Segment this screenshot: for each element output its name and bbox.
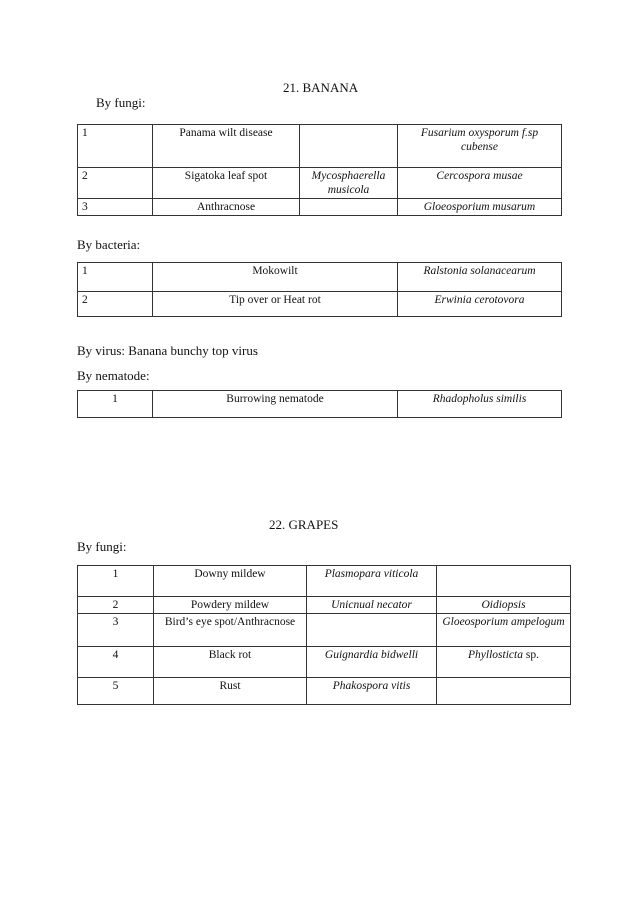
- cell-anamorph: Fusarium oxysporum f.sp cubense: [398, 125, 562, 168]
- cell-no: 3: [78, 199, 153, 216]
- cell-teleomorph: Phakospora vitis: [307, 678, 437, 705]
- cell-no: 2: [78, 597, 154, 614]
- cell-no: 2: [78, 168, 153, 199]
- cell-anamorph: Gloeosporium musarum: [398, 199, 562, 216]
- cell-disease: Powdery mildew: [154, 597, 307, 614]
- banana-virus-label: By virus: Banana bunchy top virus: [77, 343, 258, 358]
- cell-disease: Tip over or Heat rot: [153, 292, 398, 317]
- cell-disease: Downy mildew: [154, 566, 307, 597]
- table-row: [78, 647, 571, 678]
- banana-nematode-table: [77, 390, 562, 418]
- table-row: [78, 168, 562, 199]
- cell-no: 1: [78, 391, 153, 418]
- cell-teleomorph: Unicnual necator: [307, 597, 437, 614]
- cell-anamorph: Oidiopsis: [437, 597, 571, 614]
- cell-disease: Black rot: [154, 647, 307, 678]
- banana-bacteria-label: By bacteria:: [77, 237, 141, 252]
- table-row: [78, 566, 571, 597]
- banana-title: 21. BANANA: [283, 80, 359, 95]
- cell-pathogen: Rhadopholus similis: [398, 391, 562, 418]
- cell-teleomorph: Guignardia bidwelli: [307, 647, 437, 678]
- cell-pathogen: Erwinia cerotovora: [398, 292, 562, 317]
- cell-no: 5: [78, 678, 154, 705]
- grapes-fungi-label: By fungi:: [77, 539, 127, 554]
- cell-teleomorph: Mycosphaerella musicola: [300, 168, 398, 199]
- cell-anamorph: [437, 678, 571, 705]
- table-row: [78, 614, 571, 647]
- cell-teleomorph: [307, 614, 437, 647]
- cell-no: 4: [78, 647, 154, 678]
- banana-fungi-label: By fungi:: [96, 95, 146, 110]
- table-row: [78, 125, 562, 168]
- cell-no: 2: [78, 292, 153, 317]
- cell-teleomorph: Plasmopara viticola: [307, 566, 437, 597]
- cell-teleomorph: [300, 199, 398, 216]
- genus-name: Phyllosticta: [468, 649, 523, 661]
- cell-disease: Burrowing nematode: [153, 391, 398, 418]
- cell-teleomorph: [300, 125, 398, 168]
- cell-anamorph: Cercospora musae: [398, 168, 562, 199]
- cell-anamorph: [437, 647, 571, 678]
- table-row: [78, 199, 562, 216]
- grapes-title: 22. GRAPES: [269, 517, 339, 532]
- table-row: [78, 263, 562, 292]
- cell-no: 3: [78, 614, 154, 647]
- banana-bacteria-table: [77, 262, 562, 317]
- cell-disease: Rust: [154, 678, 307, 705]
- cell-disease: Bird’s eye spot/Anthracnose: [154, 614, 307, 647]
- cell-no: 1: [78, 566, 154, 597]
- cell-disease: Anthracnose: [153, 199, 300, 216]
- table-row: [78, 391, 562, 418]
- table-row: [78, 597, 571, 614]
- cell-anamorph: [437, 566, 571, 597]
- cell-pathogen: Ralstonia solanacearum: [398, 263, 562, 292]
- cell-disease: Sigatoka leaf spot: [153, 168, 300, 199]
- cell-no: 1: [78, 125, 153, 168]
- banana-nematode-label: By nematode:: [77, 368, 150, 383]
- table-row: [78, 292, 562, 317]
- cell-disease: Panama wilt disease: [153, 125, 300, 168]
- cell-no: 1: [78, 263, 153, 292]
- species-abbrev: sp.: [522, 649, 539, 661]
- banana-fungi-table: [77, 124, 562, 216]
- grapes-fungi-table: [77, 565, 571, 705]
- cell-anamorph: Gloeosporium ampelogum: [437, 614, 571, 647]
- cell-disease: Mokowilt: [153, 263, 398, 292]
- table-row: [78, 678, 571, 705]
